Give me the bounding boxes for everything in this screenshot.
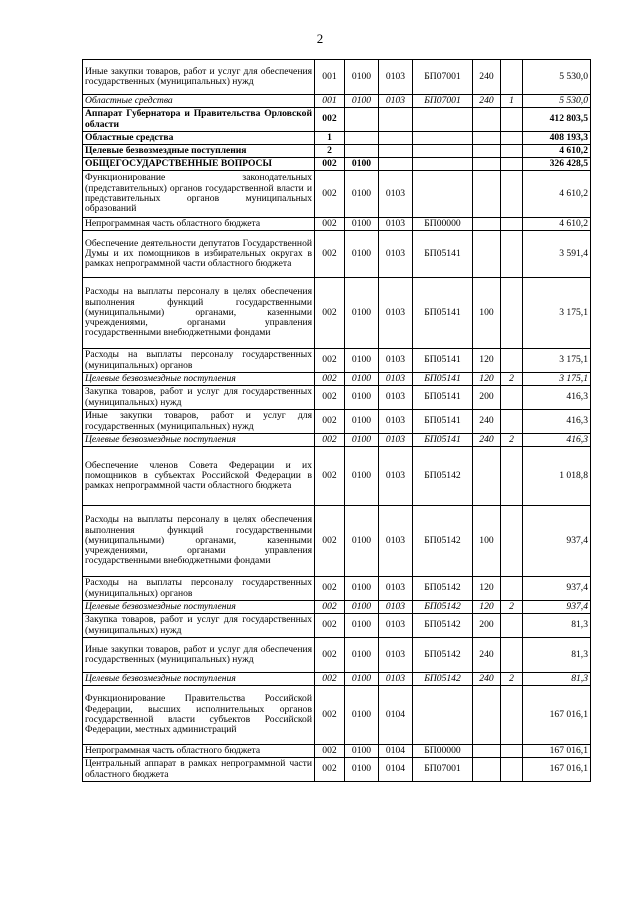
row-target-article: БП05141 [413, 434, 473, 447]
row-amount: 167 016,1 [523, 686, 591, 745]
row-target-article: БП05142 [413, 614, 473, 638]
row-target-article [413, 158, 473, 171]
row-funding-source [501, 386, 523, 410]
table-row [83, 349, 591, 373]
row-name: Обеспечение деятельности депутатов Государственной Думы и их помощников в избирательных округах в рамках непрограммной части областного бюджета [83, 231, 315, 278]
row-target-article [413, 686, 473, 745]
row-expense-type [473, 758, 501, 782]
row-target-article: БП05142 [413, 506, 473, 577]
row-funding-source [501, 745, 523, 758]
table-row [83, 373, 591, 386]
row-section [345, 145, 379, 158]
row-name: Обеспечение членов Совета Федерации и их помощников в субъектах Российской Федерации в рамках непрограммной части областного бюджета [83, 447, 315, 506]
row-expense-type: 240 [473, 60, 501, 95]
row-subsection: 0103 [379, 231, 413, 278]
table-row [83, 434, 591, 447]
row-amount: 5 530,0 [523, 60, 591, 95]
row-expense-type [473, 745, 501, 758]
row-expense-type [473, 108, 501, 132]
row-funding-source [501, 218, 523, 231]
row-name: ОБЩЕГОСУДАРСТВЕННЫЕ ВОПРОСЫ [83, 158, 315, 171]
table-row [83, 745, 591, 758]
row-name: Областные средства [83, 132, 315, 145]
row-funding-source [501, 410, 523, 434]
row-target-article: БП05141 [413, 410, 473, 434]
row-admin-code: 001 [315, 60, 345, 95]
page-number: 2 [316, 31, 324, 46]
row-name: Расходы на выплаты персоналу государственных (муниципальных) органов [83, 577, 315, 601]
row-amount: 408 193,3 [523, 132, 591, 145]
table-row [83, 278, 591, 349]
row-name: Целевые безвозмездные поступления [83, 673, 315, 686]
row-amount: 937,4 [523, 601, 591, 614]
row-target-article: БП00000 [413, 745, 473, 758]
row-expense-type: 240 [473, 434, 501, 447]
row-name: Непрограммная часть областного бюджета [83, 218, 315, 231]
row-amount: 167 016,1 [523, 758, 591, 782]
row-expense-type [473, 447, 501, 506]
row-section: 0100 [345, 278, 379, 349]
row-name: Целевые безвозмездные поступления [83, 434, 315, 447]
row-funding-source [501, 60, 523, 95]
row-amount: 3 175,1 [523, 349, 591, 373]
row-funding-source [501, 132, 523, 145]
row-amount: 937,4 [523, 506, 591, 577]
row-expense-type: 200 [473, 614, 501, 638]
row-admin-code: 002 [315, 447, 345, 506]
row-amount: 416,3 [523, 410, 591, 434]
row-section: 0100 [345, 638, 379, 673]
row-amount: 81,3 [523, 638, 591, 673]
row-funding-source [501, 614, 523, 638]
table-row [83, 758, 591, 782]
row-subsection: 0103 [379, 349, 413, 373]
row-expense-type [473, 686, 501, 745]
row-expense-type: 100 [473, 506, 501, 577]
row-amount: 1 018,8 [523, 447, 591, 506]
row-amount: 416,3 [523, 386, 591, 410]
row-target-article: БП05141 [413, 349, 473, 373]
row-admin-code: 1 [315, 132, 345, 145]
row-subsection: 0103 [379, 638, 413, 673]
row-amount: 4 610,2 [523, 218, 591, 231]
row-funding-source [501, 447, 523, 506]
row-subsection: 0104 [379, 758, 413, 782]
row-name: Функционирование Правительства Российской Федерации, высших исполнительных органов государственной власти субъектов Российской Федерации, местных администраций [83, 686, 315, 745]
row-admin-code: 002 [315, 278, 345, 349]
row-section: 0100 [345, 386, 379, 410]
table-row [83, 686, 591, 745]
row-target-article [413, 132, 473, 145]
row-section: 0100 [345, 577, 379, 601]
row-expense-type: 120 [473, 577, 501, 601]
row-admin-code: 001 [315, 95, 345, 108]
row-target-article: БП05142 [413, 601, 473, 614]
row-admin-code: 002 [315, 434, 345, 447]
row-subsection: 0103 [379, 434, 413, 447]
row-target-article [413, 145, 473, 158]
row-subsection: 0104 [379, 686, 413, 745]
row-section: 0100 [345, 373, 379, 386]
row-amount: 5 530,0 [523, 95, 591, 108]
row-section: 0100 [345, 614, 379, 638]
row-expense-type: 120 [473, 373, 501, 386]
row-subsection: 0103 [379, 95, 413, 108]
row-funding-source [501, 506, 523, 577]
row-section: 0100 [345, 686, 379, 745]
table-row [83, 386, 591, 410]
table-row [83, 601, 591, 614]
row-name: Иные закупки товаров, работ и услуг для обеспечения государственных (муниципальных) нужд [83, 60, 315, 95]
table-row [83, 145, 591, 158]
row-subsection: 0103 [379, 171, 413, 218]
row-name: Расходы на выплаты персоналу в целях обеспечения выполнения функций государственными (муниципальными) органами, казенными учреждениями, органами управления государственными внебюджетными фондами [83, 506, 315, 577]
table-row [83, 231, 591, 278]
row-expense-type: 120 [473, 601, 501, 614]
row-amount: 3 175,1 [523, 373, 591, 386]
row-name: Центральный аппарат в рамках непрограммной части областного бюджета [83, 758, 315, 782]
row-funding-source: 2 [501, 673, 523, 686]
row-admin-code: 2 [315, 145, 345, 158]
table-row [83, 218, 591, 231]
row-name: Целевые безвозмездные поступления [83, 373, 315, 386]
row-amount: 412 803,5 [523, 108, 591, 132]
row-subsection: 0103 [379, 577, 413, 601]
row-expense-type [473, 145, 501, 158]
row-name: Целевые безвозмездные поступления [83, 601, 315, 614]
row-funding-source [501, 638, 523, 673]
row-admin-code: 002 [315, 673, 345, 686]
table-row [83, 638, 591, 673]
row-section: 0100 [345, 231, 379, 278]
row-name: Областные средства [83, 95, 315, 108]
row-expense-type: 240 [473, 638, 501, 673]
row-funding-source [501, 171, 523, 218]
row-name: Функционирование законодательных (представительных) органов государственной власти и представительных органов муниципальных образований [83, 171, 315, 218]
row-admin-code: 002 [315, 231, 345, 278]
row-name: Закупка товаров, работ и услуг для государственных (муниципальных) нужд [83, 386, 315, 410]
row-expense-type: 240 [473, 410, 501, 434]
row-section [345, 108, 379, 132]
budget-table-body [83, 60, 591, 782]
row-target-article: БП05142 [413, 673, 473, 686]
row-admin-code: 002 [315, 601, 345, 614]
row-expense-type: 100 [473, 278, 501, 349]
row-target-article: БП05142 [413, 447, 473, 506]
table-row [83, 577, 591, 601]
row-target-article: БП05142 [413, 577, 473, 601]
row-section: 0100 [345, 349, 379, 373]
row-funding-source [501, 231, 523, 278]
row-funding-source [501, 758, 523, 782]
table-row [83, 132, 591, 145]
row-subsection: 0103 [379, 410, 413, 434]
row-expense-type: 240 [473, 95, 501, 108]
row-admin-code: 002 [315, 506, 345, 577]
row-amount: 3 591,4 [523, 231, 591, 278]
row-subsection: 0103 [379, 60, 413, 95]
row-subsection: 0104 [379, 745, 413, 758]
row-amount: 4 610,2 [523, 171, 591, 218]
row-section: 0100 [345, 95, 379, 108]
row-section: 0100 [345, 673, 379, 686]
row-admin-code: 002 [315, 410, 345, 434]
row-funding-source [501, 108, 523, 132]
table-row [83, 506, 591, 577]
row-name: Непрограммная часть областного бюджета [83, 745, 315, 758]
row-admin-code: 002 [315, 758, 345, 782]
row-target-article: БП07001 [413, 758, 473, 782]
row-subsection: 0103 [379, 601, 413, 614]
row-section [345, 132, 379, 145]
row-subsection: 0103 [379, 373, 413, 386]
row-amount: 81,3 [523, 614, 591, 638]
row-funding-source [501, 145, 523, 158]
table-row [83, 447, 591, 506]
row-amount: 937,4 [523, 577, 591, 601]
row-target-article: БП05142 [413, 638, 473, 673]
table-row [83, 410, 591, 434]
table-row [83, 95, 591, 108]
row-name: Закупка товаров, работ и услуг для государственных (муниципальных) нужд [83, 614, 315, 638]
row-funding-source [501, 278, 523, 349]
row-name: Расходы на выплаты персоналу государственных (муниципальных) органов [83, 349, 315, 373]
row-target-article: БП05141 [413, 278, 473, 349]
row-admin-code: 002 [315, 686, 345, 745]
row-subsection [379, 132, 413, 145]
row-admin-code: 002 [315, 158, 345, 171]
row-admin-code: 002 [315, 614, 345, 638]
row-expense-type [473, 171, 501, 218]
row-amount: 167 016,1 [523, 745, 591, 758]
row-funding-source: 1 [501, 95, 523, 108]
row-funding-source: 2 [501, 434, 523, 447]
row-section: 0100 [345, 601, 379, 614]
row-subsection: 0103 [379, 673, 413, 686]
budget-table [82, 59, 591, 782]
row-section: 0100 [345, 171, 379, 218]
row-subsection [379, 158, 413, 171]
row-subsection [379, 145, 413, 158]
row-target-article: БП07001 [413, 95, 473, 108]
row-expense-type: 240 [473, 673, 501, 686]
row-subsection: 0103 [379, 614, 413, 638]
row-admin-code: 002 [315, 386, 345, 410]
row-name: Иные закупки товаров, работ и услуг для государственных (муниципальных) нужд [83, 410, 315, 434]
row-name: Иные закупки товаров, работ и услуг для обеспечения государственных (муниципальных) нужд [83, 638, 315, 673]
row-section: 0100 [345, 410, 379, 434]
row-admin-code: 002 [315, 108, 345, 132]
row-section: 0100 [345, 218, 379, 231]
row-subsection: 0103 [379, 218, 413, 231]
row-name: Аппарат Губернатора и Правительства Орловской области [83, 108, 315, 132]
table-row [83, 158, 591, 171]
table-row [83, 673, 591, 686]
row-amount: 416,3 [523, 434, 591, 447]
row-section: 0100 [345, 158, 379, 171]
row-section: 0100 [345, 745, 379, 758]
row-subsection: 0103 [379, 447, 413, 506]
row-section: 0100 [345, 506, 379, 577]
row-target-article: БП00000 [413, 218, 473, 231]
row-subsection [379, 108, 413, 132]
row-expense-type [473, 158, 501, 171]
row-target-article: БП07001 [413, 60, 473, 95]
row-funding-source [501, 158, 523, 171]
row-funding-source [501, 577, 523, 601]
row-admin-code: 002 [315, 349, 345, 373]
row-expense-type: 120 [473, 349, 501, 373]
row-funding-source [501, 349, 523, 373]
row-subsection: 0103 [379, 278, 413, 349]
row-target-article: БП05141 [413, 231, 473, 278]
row-amount: 3 175,1 [523, 278, 591, 349]
row-amount: 4 610,2 [523, 145, 591, 158]
row-subsection: 0103 [379, 386, 413, 410]
row-name: Расходы на выплаты персоналу в целях обеспечения выполнения функций государственными (муниципальными) органами, казенными учреждениями, органами управления государственными внебюджетными фондами [83, 278, 315, 349]
row-target-article: БП05141 [413, 386, 473, 410]
row-admin-code: 002 [315, 577, 345, 601]
row-section: 0100 [345, 447, 379, 506]
table-row [83, 108, 591, 132]
row-subsection: 0103 [379, 506, 413, 577]
row-admin-code: 002 [315, 745, 345, 758]
table-row [83, 614, 591, 638]
row-funding-source: 2 [501, 373, 523, 386]
row-expense-type [473, 231, 501, 278]
row-admin-code: 002 [315, 373, 345, 386]
row-target-article: БП05141 [413, 373, 473, 386]
row-admin-code: 002 [315, 218, 345, 231]
row-section: 0100 [345, 758, 379, 782]
row-admin-code: 002 [315, 171, 345, 218]
row-amount: 326 428,5 [523, 158, 591, 171]
row-expense-type: 200 [473, 386, 501, 410]
row-amount: 81,3 [523, 673, 591, 686]
table-row [83, 171, 591, 218]
row-name: Целевые безвозмездные поступления [83, 145, 315, 158]
table-row [83, 60, 591, 95]
row-section: 0100 [345, 434, 379, 447]
row-admin-code: 002 [315, 638, 345, 673]
row-expense-type [473, 132, 501, 145]
row-funding-source: 2 [501, 601, 523, 614]
row-section: 0100 [345, 60, 379, 95]
row-funding-source [501, 686, 523, 745]
row-expense-type [473, 218, 501, 231]
row-target-article [413, 108, 473, 132]
row-target-article [413, 171, 473, 218]
